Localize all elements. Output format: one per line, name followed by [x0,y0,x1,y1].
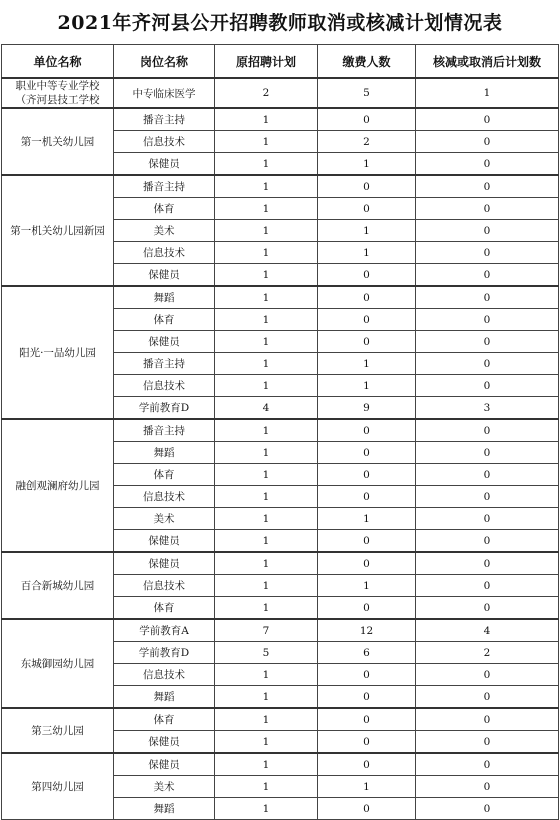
applicants-cell: 0 [318,597,416,620]
applicants-cell: 12 [318,619,416,642]
adjusted-plan-cell: 0 [416,331,559,353]
position-cell: 信息技术 [114,486,215,508]
original-plan-cell: 1 [215,753,318,776]
unit-name-cell [2,753,114,820]
unit-name-line: 东城御园幼儿园 [20,657,95,670]
adjusted-plan-cell: 0 [416,108,559,131]
applicants-cell: 0 [318,198,416,220]
header-position: 岗位名称 [114,45,215,79]
original-plan-cell: 1 [215,798,318,820]
original-plan-cell: 1 [215,552,318,575]
adjusted-plan-cell: 0 [416,309,559,331]
adjusted-plan-cell: 0 [416,242,559,264]
position-cell: 美术 [114,220,215,242]
adjusted-plan-cell: 0 [416,419,559,442]
adjusted-plan-cell: 0 [416,175,559,198]
original-plan-cell: 1 [215,198,318,220]
position-cell: 中专临床医学 [114,78,215,108]
adjusted-plan-cell: 0 [416,286,559,309]
plan-table [1,44,559,820]
applicants-cell: 0 [318,286,416,309]
original-plan-cell: 1 [215,686,318,709]
original-plan-cell: 1 [215,464,318,486]
table-row [2,753,559,776]
applicants-cell: 9 [318,397,416,420]
applicants-cell: 1 [318,353,416,375]
adjusted-plan-cell: 0 [416,442,559,464]
original-plan-cell: 1 [215,664,318,686]
applicants-cell: 0 [318,264,416,287]
original-plan-cell: 1 [215,575,318,597]
unit-name-line: 第四幼儿园 [31,780,84,793]
position-cell: 保健员 [114,731,215,754]
applicants-cell: 1 [318,220,416,242]
applicants-cell: 0 [318,798,416,820]
applicants-cell: 2 [318,131,416,153]
position-cell: 保健员 [114,153,215,176]
original-plan-cell: 1 [215,731,318,754]
applicants-cell: 0 [318,175,416,198]
adjusted-plan-cell: 0 [416,798,559,820]
position-cell: 信息技术 [114,131,215,153]
position-cell: 信息技术 [114,575,215,597]
adjusted-plan-cell: 0 [416,464,559,486]
table-row [2,619,559,642]
adjusted-plan-cell: 0 [416,530,559,553]
unit-name-cell [2,108,114,175]
applicants-cell: 1 [318,776,416,798]
applicants-cell: 0 [318,464,416,486]
position-cell: 播音主持 [114,353,215,375]
unit-name-cell [2,619,114,708]
applicants-cell: 0 [318,331,416,353]
table-row [2,419,559,442]
original-plan-cell: 1 [215,309,318,331]
position-cell: 保健员 [114,264,215,287]
original-plan-cell: 1 [215,153,318,176]
original-plan-cell: 1 [215,442,318,464]
position-cell: 保健员 [114,753,215,776]
header-row [2,45,559,79]
adjusted-plan-cell: 0 [416,708,559,731]
position-cell: 播音主持 [114,108,215,131]
position-cell: 学前教育D [114,397,215,420]
header-unit: 单位名称 [2,45,114,79]
position-cell: 学前教育A [114,619,215,642]
position-cell: 舞蹈 [114,686,215,709]
unit-name-line: 第一机关幼儿园 [20,135,95,148]
adjusted-plan-cell: 0 [416,753,559,776]
adjusted-plan-cell: 0 [416,264,559,287]
original-plan-cell: 1 [215,597,318,620]
applicants-cell: 1 [318,508,416,530]
adjusted-plan-cell: 0 [416,686,559,709]
adjusted-plan-cell: 0 [416,375,559,397]
applicants-cell: 0 [318,552,416,575]
applicants-cell: 0 [318,753,416,776]
position-cell: 体育 [114,309,215,331]
original-plan-cell: 1 [215,708,318,731]
adjusted-plan-cell: 0 [416,776,559,798]
unit-name-cell [2,419,114,552]
original-plan-cell: 1 [215,331,318,353]
original-plan-cell: 4 [215,397,318,420]
header-applicants: 缴费人数 [318,45,416,79]
unit-name-line: 第一机关幼儿园新园 [10,224,105,237]
position-cell: 播音主持 [114,419,215,442]
unit-name-line: 融创观澜府幼儿园 [15,479,100,492]
applicants-cell: 0 [318,664,416,686]
original-plan-cell: 1 [215,131,318,153]
adjusted-plan-cell: 0 [416,508,559,530]
original-plan-cell: 2 [215,78,318,108]
table-row [2,108,559,131]
adjusted-plan-cell: 0 [416,664,559,686]
position-cell: 体育 [114,198,215,220]
original-plan-cell: 1 [215,419,318,442]
unit-name-cell [2,175,114,286]
position-cell: 体育 [114,464,215,486]
adjusted-plan-cell: 0 [416,131,559,153]
applicants-cell: 1 [318,575,416,597]
table-row [2,78,559,108]
unit-name-cell [2,286,114,419]
applicants-cell: 0 [318,530,416,553]
applicants-cell: 0 [318,309,416,331]
applicants-cell: 0 [318,442,416,464]
adjusted-plan-cell: 0 [416,486,559,508]
position-cell: 学前教育D [114,642,215,664]
original-plan-cell: 1 [215,242,318,264]
position-cell: 保健员 [114,331,215,353]
table-row [2,286,559,309]
original-plan-cell: 1 [215,108,318,131]
adjusted-plan-cell: 0 [416,575,559,597]
applicants-cell: 5 [318,78,416,108]
original-plan-cell: 5 [215,642,318,664]
table-row [2,552,559,575]
applicants-cell: 0 [318,731,416,754]
adjusted-plan-cell: 0 [416,731,559,754]
original-plan-cell: 1 [215,220,318,242]
original-plan-cell: 7 [215,619,318,642]
adjusted-plan-cell: 0 [416,198,559,220]
header-adjusted-plan: 核减或取消后计划数 [416,45,559,79]
original-plan-cell: 1 [215,286,318,309]
original-plan-cell: 1 [215,508,318,530]
position-cell: 信息技术 [114,242,215,264]
position-cell: 体育 [114,708,215,731]
adjusted-plan-cell: 0 [416,353,559,375]
applicants-cell: 0 [318,419,416,442]
original-plan-cell: 1 [215,264,318,287]
header-original-plan: 原招聘计划 [215,45,318,79]
table-body [2,78,559,820]
adjusted-plan-cell: 0 [416,153,559,176]
original-plan-cell: 1 [215,353,318,375]
applicants-cell: 1 [318,242,416,264]
unit-name-cell [2,708,114,753]
unit-name-cell [2,552,114,619]
position-cell: 体育 [114,597,215,620]
table-row [2,708,559,731]
adjusted-plan-cell: 2 [416,642,559,664]
applicants-cell: 0 [318,708,416,731]
applicants-cell: 6 [318,642,416,664]
adjusted-plan-cell: 1 [416,78,559,108]
original-plan-cell: 1 [215,486,318,508]
page-title: 2021年齐河县公开招聘教师取消或核减计划情况表 [57,12,503,34]
adjusted-plan-cell: 3 [416,397,559,420]
unit-name-line: 阳光·一品幼儿园 [19,346,96,359]
position-cell: 舞蹈 [114,442,215,464]
original-plan-cell: 1 [215,776,318,798]
unit-name-line: 职业中等专业学校 [15,80,100,92]
adjusted-plan-cell: 0 [416,552,559,575]
position-cell: 播音主持 [114,175,215,198]
original-plan-cell: 1 [215,175,318,198]
unit-name-line: 百合新城幼儿园 [20,579,95,592]
unit-name-line: 第三幼儿园 [31,724,84,737]
applicants-cell: 0 [318,686,416,709]
table-row [2,175,559,198]
applicants-cell: 1 [318,153,416,176]
position-cell: 保健员 [114,552,215,575]
original-plan-cell: 1 [215,375,318,397]
position-cell: 信息技术 [114,375,215,397]
applicants-cell: 0 [318,486,416,508]
position-cell: 保健员 [114,530,215,553]
unit-name-line: （齐河县技工学校 [15,94,100,106]
adjusted-plan-cell: 0 [416,597,559,620]
adjusted-plan-cell: 0 [416,220,559,242]
applicants-cell: 0 [318,108,416,131]
position-cell: 美术 [114,776,215,798]
original-plan-cell: 1 [215,530,318,553]
position-cell: 舞蹈 [114,286,215,309]
applicants-cell: 1 [318,375,416,397]
position-cell: 信息技术 [114,664,215,686]
unit-name-cell [2,78,114,108]
adjusted-plan-cell: 4 [416,619,559,642]
position-cell: 舞蹈 [114,798,215,820]
position-cell: 美术 [114,508,215,530]
